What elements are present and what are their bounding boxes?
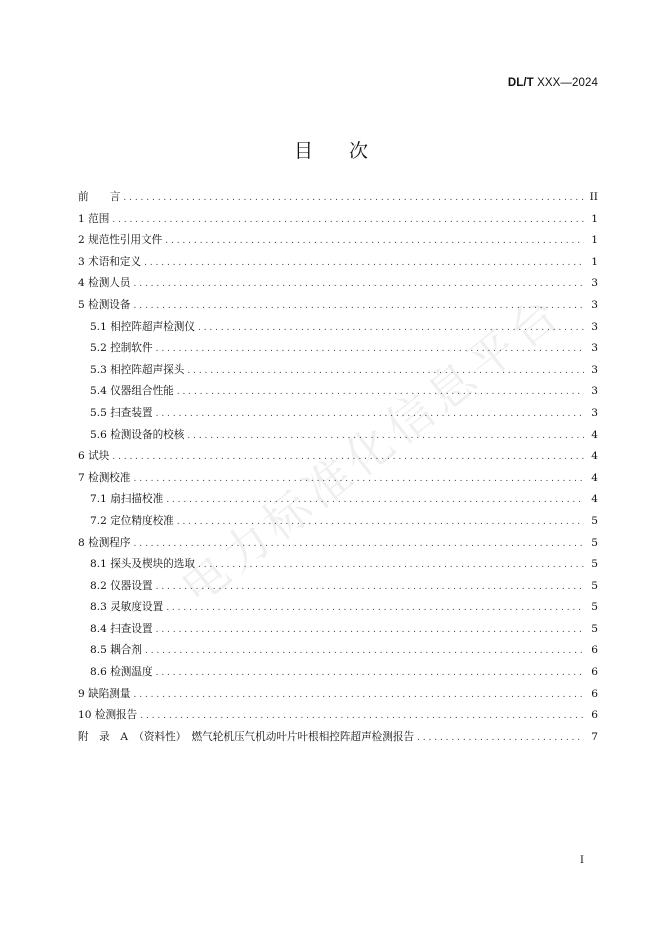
toc-entry[interactable] (78, 578, 598, 600)
toc-entry[interactable] (78, 448, 598, 470)
toc-dot-leader (133, 691, 584, 700)
toc-dot-leader (177, 388, 584, 397)
toc-entry-page: 5 (591, 514, 598, 527)
toc-dot-leader (123, 194, 584, 203)
toc-entry[interactable] (78, 189, 598, 211)
toc-dot-leader (156, 583, 584, 592)
toc-entry-label: 8.2 仪器设置 (90, 579, 153, 592)
table-of-contents (78, 189, 598, 750)
toc-entry-page: 1 (591, 255, 598, 268)
toc-entry-label: 5.3 相控阵超声探头 (90, 363, 185, 376)
toc-entry-page: 5 (591, 536, 598, 549)
toc-dot-leader (187, 432, 584, 441)
toc-entry-label: 8.1 探头及楔块的选取 (90, 558, 195, 571)
toc-entry[interactable] (78, 319, 598, 341)
toc-dot-leader (133, 540, 584, 549)
toc-entry-label: 8.6 检测温度 (90, 666, 153, 679)
toc-entry-label: 10 检测报告 (78, 709, 138, 722)
toc-entry-label: 7 检测校准 (78, 471, 131, 484)
toc-entry-page: 4 (591, 471, 598, 484)
toc-entry[interactable] (78, 513, 598, 535)
toc-dot-leader (140, 712, 584, 721)
toc-dot-leader (156, 410, 584, 419)
toc-entry[interactable] (78, 535, 598, 557)
document-code (508, 77, 598, 89)
toc-entry-page: 3 (591, 385, 598, 398)
toc-entry[interactable] (78, 621, 598, 643)
toc-dot-leader (166, 496, 584, 505)
toc-entry-page: 3 (591, 342, 598, 355)
toc-entry[interactable] (78, 664, 598, 686)
toc-entry[interactable] (78, 642, 598, 664)
toc-entry-page: 3 (591, 277, 598, 290)
toc-entry-label: 7.2 定位精度校准 (90, 514, 174, 527)
toc-entry[interactable] (78, 470, 598, 492)
toc-entry[interactable] (78, 232, 598, 254)
toc-entry[interactable] (78, 383, 598, 405)
toc-dot-leader (133, 475, 584, 484)
toc-dot-leader (156, 626, 584, 635)
toc-dot-leader (187, 367, 584, 376)
toc-entry-label: 6 试块 (78, 450, 110, 463)
toc-dot-leader (166, 604, 584, 613)
toc-dot-leader (417, 734, 584, 743)
toc-dot-leader (156, 345, 584, 354)
toc-entry-label: 3 术语和定义 (78, 255, 142, 268)
toc-entry[interactable] (78, 340, 598, 362)
toc-entry-label: 9 缺陷测量 (78, 687, 131, 700)
toc-entry-label: 7.1 扇扫描校准 (90, 493, 164, 506)
toc-dot-leader (198, 561, 584, 570)
toc-entry-page: 3 (591, 406, 598, 419)
toc-entry[interactable] (78, 405, 598, 427)
toc-entry-page: 6 (591, 666, 598, 679)
toc-entry-label: 8.3 灵敏度设置 (90, 601, 164, 614)
watermark: 电力标准化信息平台 (170, 283, 573, 615)
toc-entry-page: 7 (591, 730, 598, 743)
toc-entry-label: 5.2 控制软件 (90, 342, 153, 355)
toc-entry-page: 4 (591, 493, 598, 506)
toc-entry[interactable] (78, 275, 598, 297)
toc-dot-leader (156, 669, 584, 678)
toc-entry[interactable] (78, 211, 598, 233)
toc-entry[interactable] (78, 427, 598, 449)
toc-entry-page: 3 (591, 320, 598, 333)
toc-entry-label: 附 录 A （资料性） 燃气轮机压气机动叶片叶根相控阵超声检测报告 (78, 730, 415, 743)
toc-entry-page: 1 (591, 212, 598, 225)
toc-entry-page: 6 (591, 709, 598, 722)
toc-entry-label: 5.6 检测设备的校核 (90, 428, 185, 441)
toc-entry-page: II (589, 191, 598, 203)
toc-dot-leader (165, 237, 584, 246)
toc-entry-page: 6 (591, 687, 598, 700)
toc-entry-page: 5 (591, 558, 598, 571)
toc-dot-leader (144, 259, 584, 268)
toc-entry-label: 8.4 扫查设置 (90, 622, 153, 635)
toc-entry-label: 8.5 耦合剂 (90, 644, 142, 657)
toc-dot-leader (133, 302, 584, 311)
toc-entry-page: 3 (591, 363, 598, 376)
toc-entry[interactable] (78, 729, 598, 751)
page-number: I (580, 855, 584, 866)
toc-entry-page: 5 (591, 622, 598, 635)
document-code-number: XXX—2024 (533, 77, 598, 89)
toc-entry[interactable] (78, 491, 598, 513)
toc-entry-label: 前 言 (78, 191, 121, 203)
toc-entry-page: 5 (591, 579, 598, 592)
toc-dot-leader (145, 647, 584, 656)
toc-entry-label: 8 检测程序 (78, 536, 131, 549)
toc-entry-label: 5.1 相控阵超声检测仪 (90, 320, 195, 333)
toc-entry[interactable] (78, 297, 598, 319)
toc-entry-label: 2 规范性引用文件 (78, 234, 163, 247)
toc-entry-page: 3 (591, 298, 598, 311)
toc-entry[interactable] (78, 686, 598, 708)
toc-entry-page: 4 (591, 450, 598, 463)
toc-entry-label: 1 范围 (78, 212, 110, 225)
toc-entry-label: 5 检测设备 (78, 298, 131, 311)
toc-entry-page: 6 (591, 644, 598, 657)
toc-title: 目次 (293, 140, 404, 162)
toc-entry-page: 5 (591, 601, 598, 614)
toc-entry[interactable] (78, 707, 598, 729)
toc-dot-leader (112, 453, 584, 462)
toc-entry-label: 5.4 仪器组合性能 (90, 385, 174, 398)
toc-entry-label: 5.5 扫查装置 (90, 406, 153, 419)
document-code-prefix: DL/T (507, 77, 534, 89)
toc-entry[interactable] (78, 254, 598, 276)
toc-entry[interactable] (78, 599, 598, 621)
toc-dot-leader (177, 518, 584, 527)
toc-entry-page: 1 (591, 234, 598, 247)
toc-entry[interactable] (78, 556, 598, 578)
toc-dot-leader (133, 280, 584, 289)
toc-entry-label: 4 检测人员 (78, 277, 131, 290)
toc-dot-leader (198, 324, 584, 333)
toc-entry-page: 4 (591, 428, 598, 441)
toc-dot-leader (112, 216, 584, 225)
toc-entry[interactable] (78, 362, 598, 384)
